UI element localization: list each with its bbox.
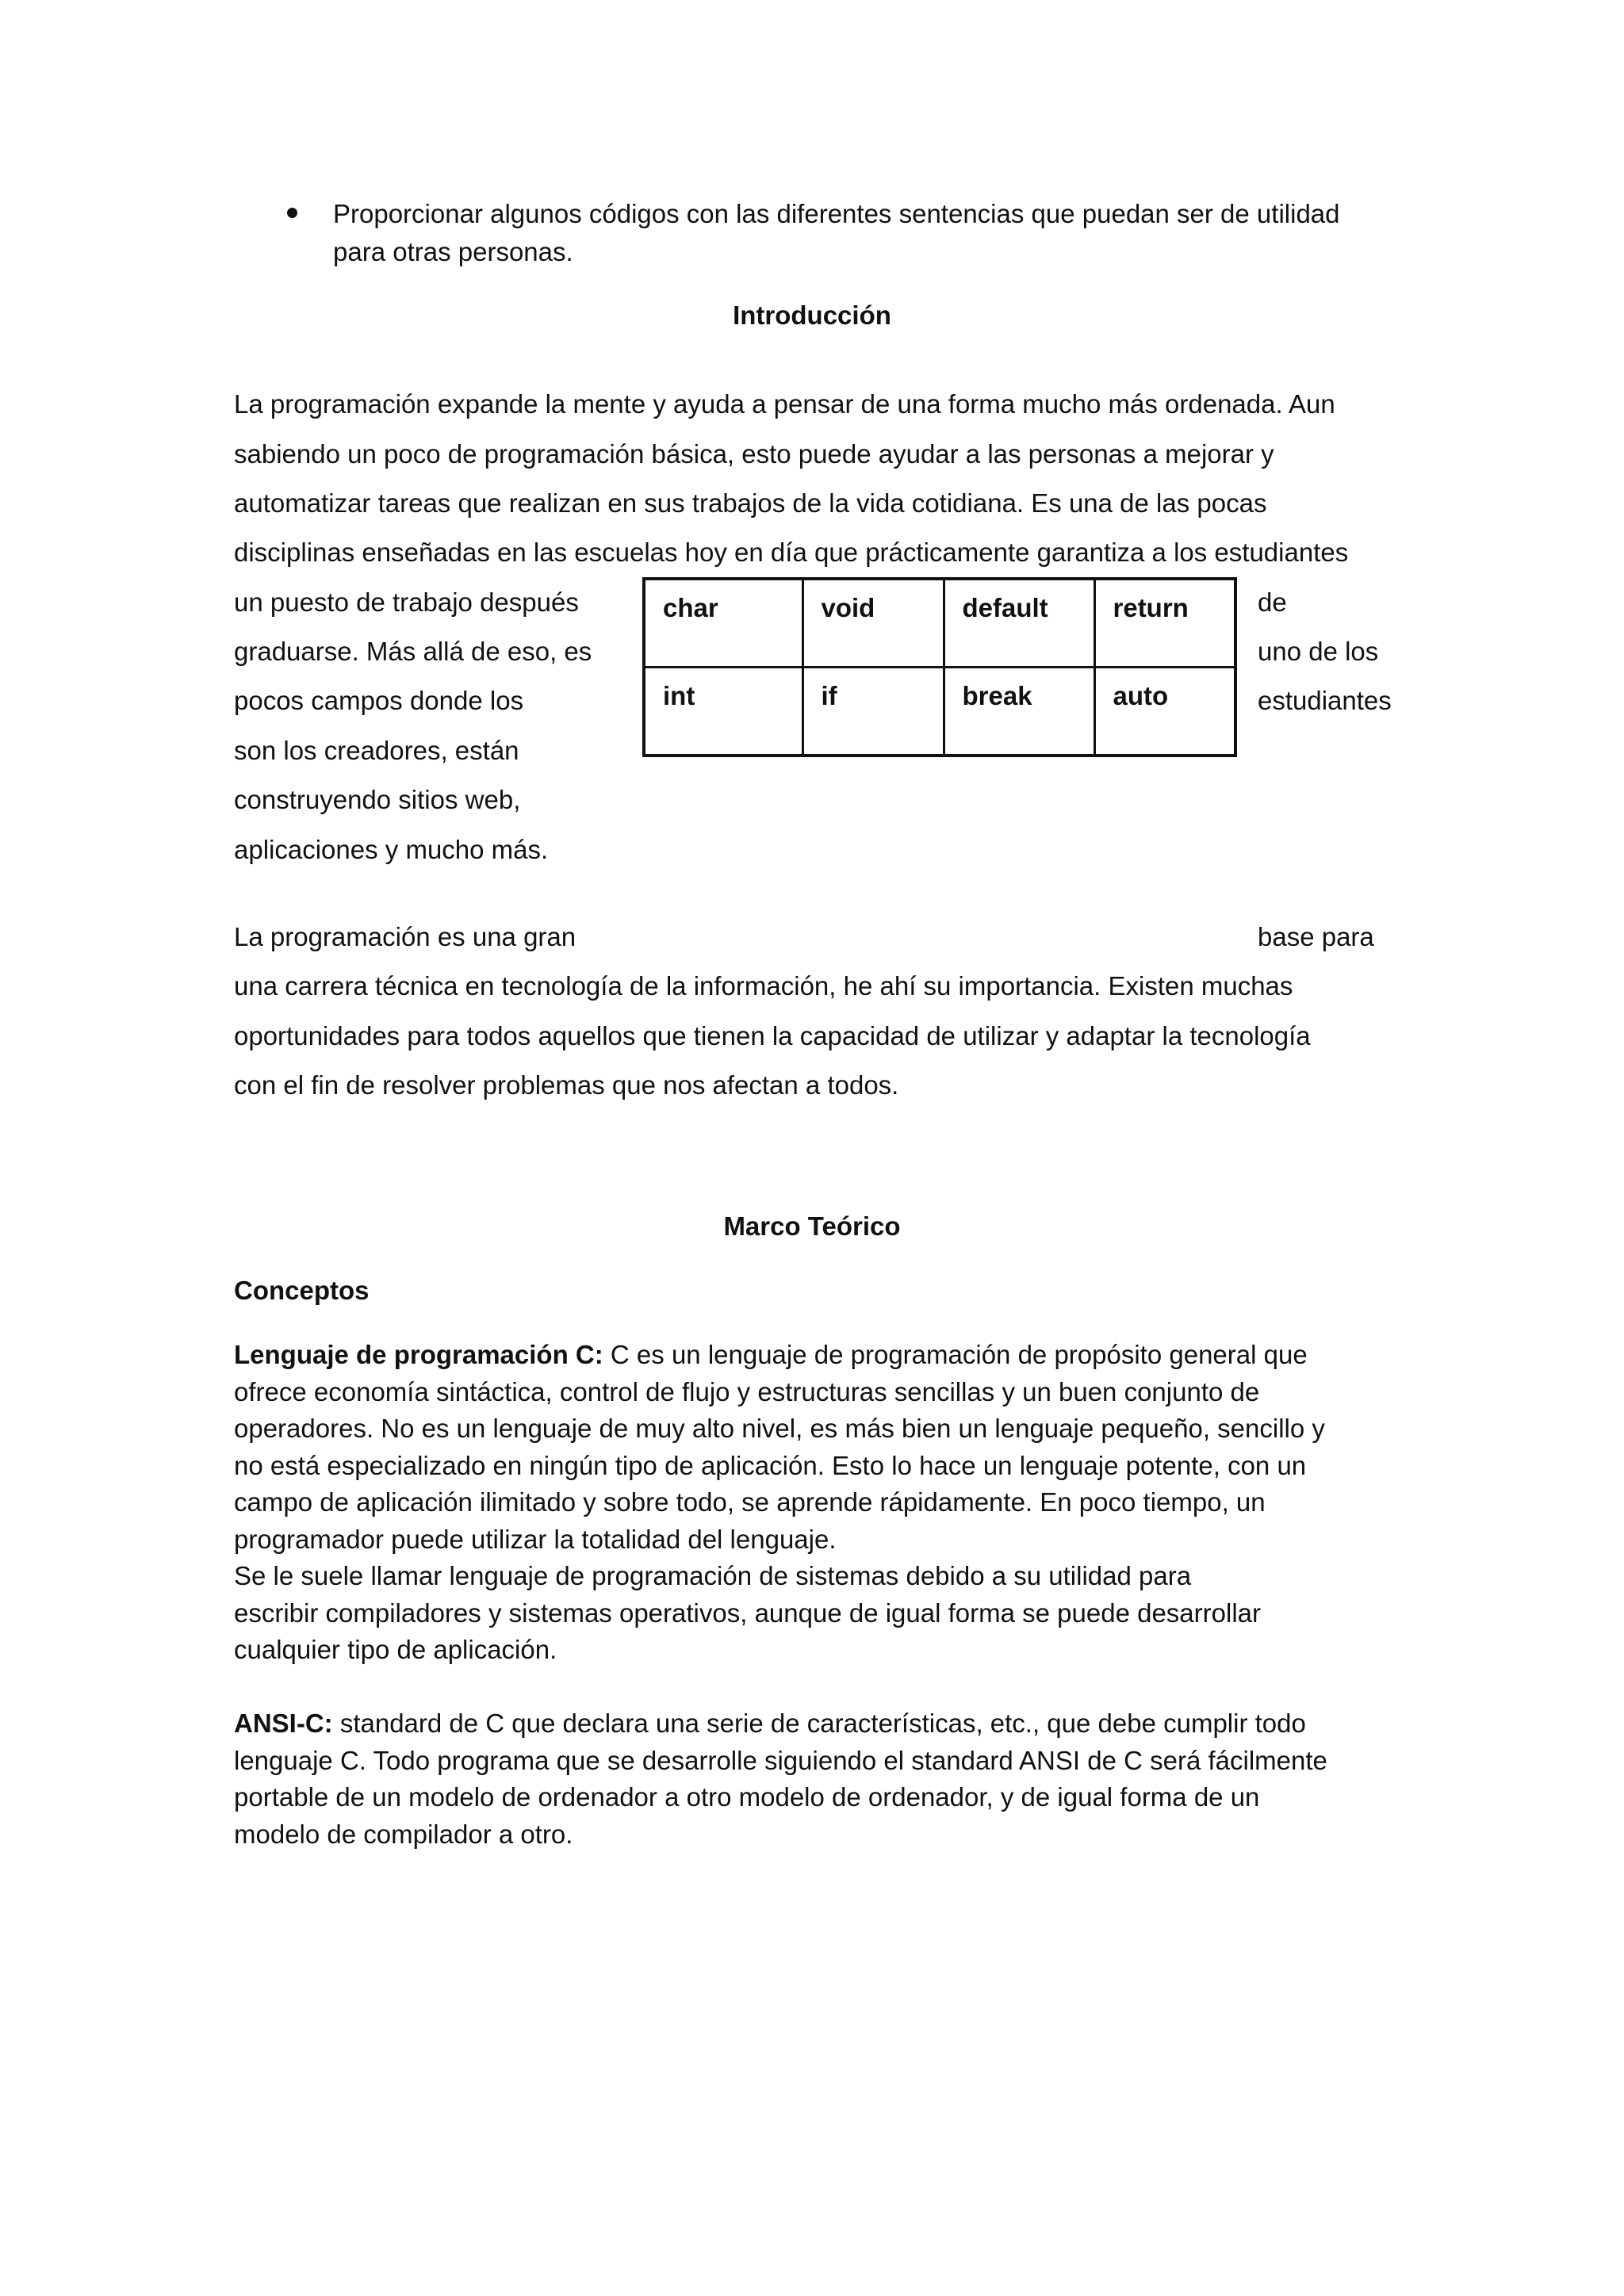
table-cell: return [1094, 579, 1235, 668]
intro-p2-right: base para [1258, 922, 1374, 951]
ansi-c-term: ANSI-C: [234, 1709, 333, 1738]
table-cell: if [802, 668, 944, 756]
intro-left-line-1: un puesto de trabajo después [234, 587, 579, 617]
lenguaje-c-text: C es un lenguaje de programación de propósito general que [603, 1340, 1308, 1369]
intro-left-line-5: construyendo sitios web, [234, 785, 521, 814]
lenguaje-c-line-1 [234, 1337, 1308, 1372]
intro-left-line-3: pocos campos donde los [234, 686, 524, 715]
bullet-text-line-2: para otras personas. [333, 237, 573, 266]
table-cell: break [944, 668, 1094, 756]
keywords-table [642, 577, 1237, 757]
intro-right-line-1: de [1258, 587, 1287, 617]
intro-right-line-2: uno de los [1258, 637, 1379, 666]
ansi-c-line-2: lenguaje C. Todo programa que se desarrolle siguiendo el standard ANSI de C será fácilmente [234, 1746, 1327, 1775]
table-row [644, 668, 1235, 756]
intro-right-line-3: estudiantes [1258, 686, 1392, 715]
intro-line-1: La programación expande la mente y ayuda a pensar de una forma mucho más ordenada. Aun [234, 389, 1335, 419]
table-cell: int [644, 668, 802, 756]
table-row [644, 579, 1235, 668]
table-cell: void [802, 579, 944, 668]
bullet-text-line-1: Proporcionar algunos códigos con las diferentes sentencias que puedan ser de utilidad [333, 199, 1340, 228]
lenguaje-c-line-9: cualquier tipo de aplicación. [234, 1635, 557, 1664]
intro-p2-line-1: una carrera técnica en tecnología de la información, he ahí su importancia. Existen muchas [234, 971, 1293, 1001]
lenguaje-c-line-7: Se le suele llamar lenguaje de programación de sistemas debido a su utilidad para [234, 1561, 1192, 1590]
intro-p2-left: La programación es una gran [234, 922, 576, 951]
lenguaje-c-line-6: programador puede utilizar la totalidad del lenguaje. [234, 1525, 837, 1554]
lenguaje-c-line-8: escribir compiladores y sistemas operativos, aunque de igual forma se puede desarrollar [234, 1598, 1261, 1628]
ansi-c-line-4: modelo de compilador a otro. [234, 1820, 573, 1849]
intro-line-3: automatizar tareas que realizan en sus trabajos de la vida cotidiana. Es una de las pocas [234, 488, 1267, 518]
bullet-dot-icon [287, 208, 297, 218]
intro-p2-line-2: oportunidades para todos aquellos que tienen la capacidad de utilizar y adaptar la tecnología [234, 1021, 1311, 1050]
table-cell: auto [1094, 668, 1235, 756]
intro-left-line-4: son los creadores, están [234, 736, 519, 765]
ansi-c-text: standard de C que declara una serie de características, etc., que debe cumplir todo [332, 1709, 1306, 1738]
table-cell: default [944, 579, 1094, 668]
ansi-c-line-3: portable de un modelo de ordenador a otro modelo de ordenador, y de igual forma de un [234, 1782, 1260, 1812]
conceptos-subheading: Conceptos [234, 1276, 370, 1305]
lenguaje-c-line-2: ofrece economía sintáctica, control de flujo y estructuras sencillas y un buen conjunto de [234, 1377, 1260, 1406]
lenguaje-c-line-5: campo de aplicación ilimitado y sobre todo, se aprende rápidamente. En poco tiempo, un [234, 1487, 1266, 1517]
marco-heading: Marco Teórico [723, 1211, 901, 1241]
ansi-c-line-1 [234, 1706, 1306, 1741]
lenguaje-c-term: Lenguaje de programación C: [234, 1340, 603, 1369]
intro-line-2: sabiendo un poco de programación básica, esto puede ayudar a las personas a mejorar y [234, 439, 1274, 469]
intro-line-4: disciplinas enseñadas en las escuelas hoy en día que prácticamente garantiza a los estudiantes [234, 538, 1349, 567]
table-cell: char [644, 579, 802, 668]
intro-left-line-2: graduarse. Más allá de eso, es [234, 637, 592, 666]
intro-heading: Introducción [733, 300, 891, 330]
intro-left-line-6: aplicaciones y mucho más. [234, 835, 549, 864]
lenguaje-c-line-4: no está especializado en ningún tipo de aplicación. Esto lo hace un lenguaje potente, con un [234, 1451, 1307, 1480]
intro-p2-line-3: con el fin de resolver problemas que nos afectan a todos. [234, 1070, 899, 1100]
lenguaje-c-line-3: operadores. No es un lenguaje de muy alto nivel, es más bien un lenguaje pequeño, sencillo y [234, 1414, 1325, 1443]
